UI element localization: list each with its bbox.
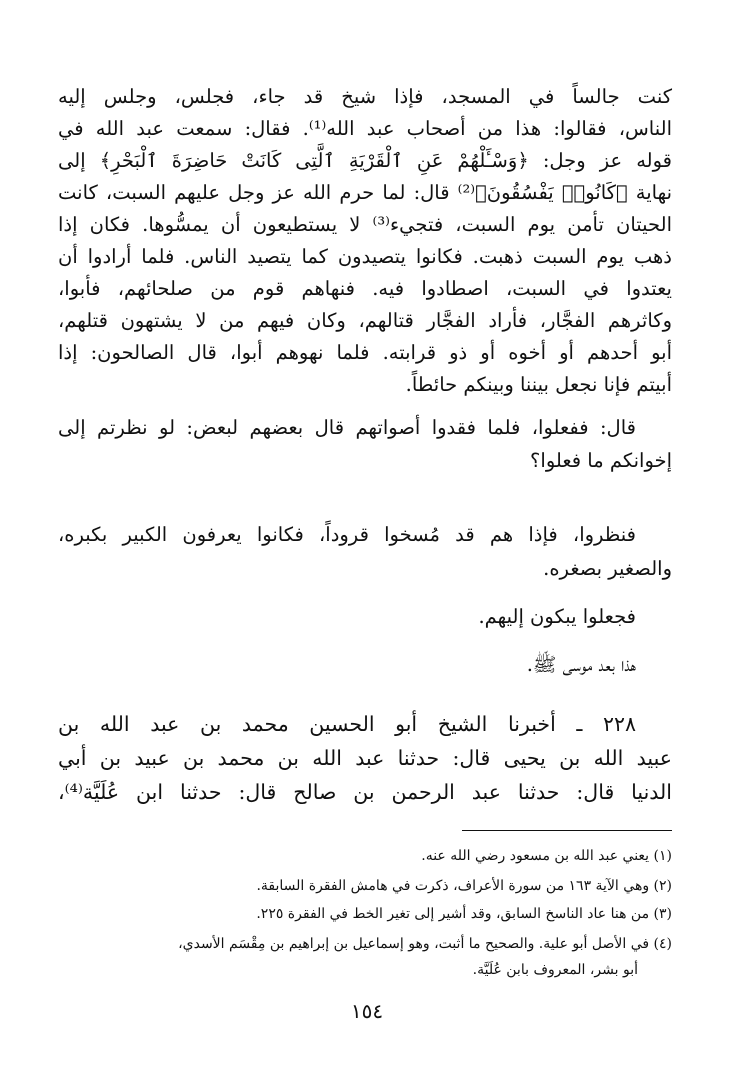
footnote: (٤) في الأصل أبو علية. والصحيح ما أثبت، وهو إسماعيل بن إبراهيم بن مِقْسَم الأسدي، — [178, 936, 672, 952]
text-line: الحيتان تأمن يوم السبت، فتجيء⁽³⁾ لا يستطيعون أن يمسُّوها. فكان إذا — [58, 213, 672, 236]
text-line-quran-verse: قوله عز وجل: ﴿وَسْـَٔلْهُمْ عَنِ ٱلْقَرْيَةِ ٱلَّتِى كَانَتْ حَاضِرَةَ ٱلْبَحْرِ﴾ إلى — [58, 149, 672, 172]
footnote-continuation: أبو بشر، المعروف بابن عُلَيَّة. — [472, 962, 638, 978]
text-line: وكاثرهم الفجَّار، فأراد الفجَّار قتالهم، وكان فيهم من لا يشتهون قتلهم، — [58, 309, 672, 332]
text-line-quran-verse: نهاية ﴿كَانُوا۟ يَفْسُقُونَ﴾⁽²⁾ قال: لما حرم الله عز وجل عليهم السبت، كانت — [58, 181, 673, 204]
text-line: الناس، فقالوا: هذا من أصحاب عبد الله⁽¹⁾. فقال: سمعت عبد الله في — [58, 117, 672, 140]
text-line: فجعلوا يبكون إليهم. — [478, 605, 636, 628]
text-line: قال: ففعلوا، فلما فقدوا أصواتهم قال بعضهم لبعض: لو نظرتم إلى — [58, 416, 636, 439]
text-line: هذا بعد موسى ﷺ. — [526, 653, 636, 676]
text-line: عبيد الله بن يحيى قال: حدثنا عبد الله بن محمد بن عبيد بن أبي — [58, 746, 672, 770]
text-line: الدنيا قال: حدثنا عبد الرحمن بن صالح قال: حدثنا ابن عُلَيَّة⁽⁴⁾، — [58, 780, 672, 804]
narration-heading: ٢٢٨ ـ أخبرنا الشيخ أبو الحسين محمد بن عبد الله بن — [58, 712, 636, 736]
footnote: (١) يعني عبد الله بن مسعود رضي الله عنه. — [421, 848, 672, 864]
text-line: كنت جالساً في المسجد، فإذا شيخ قد جاء، فجلس، وجلس إليه — [58, 85, 672, 108]
footnote: (٢) وهي الآية ١٦٣ من سورة الأعراف، ذكرت في هامش الفقرة السابقة. — [256, 878, 672, 894]
text-line: يعتدوا في السبت، اصطادوا فيه. فنهاهم قوم من صلحائهم، فأبوا، — [58, 277, 672, 300]
footnote-divider — [462, 830, 672, 831]
text-line: أبيتم فإنا نجعل بيننا وبينكم حائطاً. — [405, 373, 672, 396]
text-line: ذهب يوم السبت ذهبت. فكانوا يتصيدون كما يتصيد الناس. فلما أرادوا أن — [58, 245, 672, 268]
text-line: إخوانكم ما فعلوا؟ — [530, 449, 672, 472]
text-line: فنظروا، فإذا هم قد مُسخوا قروداً، فكانوا يعرفون الكبير بكبره، — [58, 523, 636, 546]
footnote: (٣) من هنا عاد الناسخ السابق، وقد أشير إلى تغير الخط في الفقرة ٢٢٥. — [256, 906, 672, 922]
text-line: والصغير بصغره. — [543, 557, 672, 580]
text-line: أبو أحدهم أو أخوه أو ذو قرابته. فلما نهوهم أبوا، قال الصالحون: إذا — [58, 341, 672, 364]
page-number: ١٥٤ — [350, 999, 384, 1023]
